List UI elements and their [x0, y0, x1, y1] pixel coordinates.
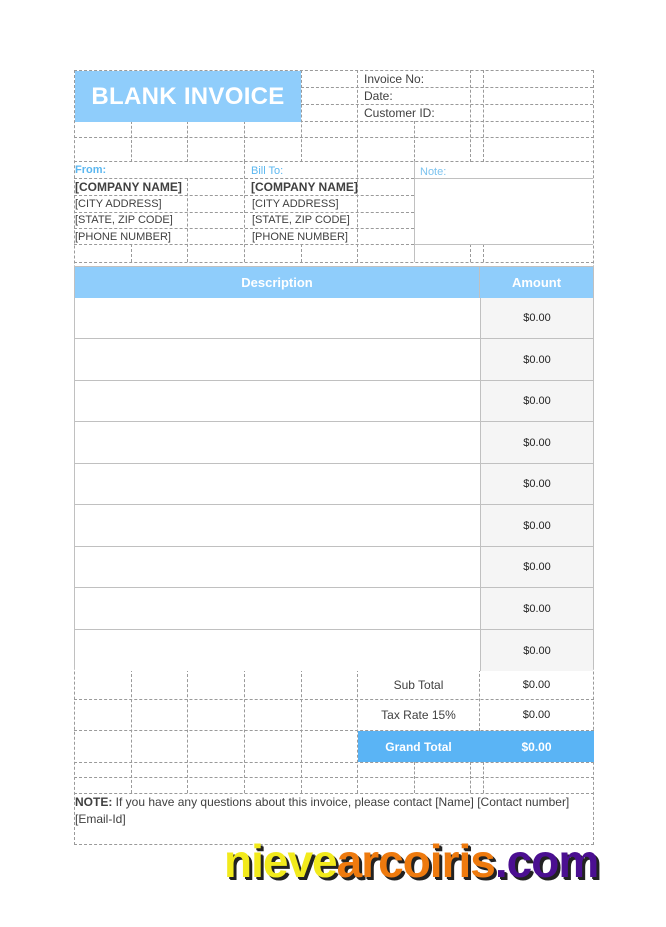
description-cell[interactable] — [75, 339, 480, 380]
description-cell[interactable] — [75, 588, 480, 629]
grid-line — [470, 244, 471, 262]
grid-line — [131, 669, 132, 793]
amount-header: Amount — [480, 267, 593, 298]
grid-line — [187, 121, 188, 162]
bill-to-phone[interactable]: [PHONE NUMBER] — [252, 231, 348, 243]
grid-line — [74, 762, 594, 763]
grid-line — [74, 777, 594, 778]
table-row — [75, 547, 593, 588]
amount-cell[interactable]: $0.00 — [480, 339, 593, 380]
date-label: Date: — [364, 89, 393, 103]
from-label: From: — [75, 164, 107, 176]
amount-cell[interactable]: $0.00 — [480, 381, 593, 421]
description-cell[interactable] — [75, 464, 480, 504]
invoice-no-label: Invoice No: — [364, 72, 425, 86]
table-row — [75, 339, 593, 381]
amount-cell[interactable]: $0.00 — [480, 630, 593, 671]
description-cell[interactable] — [75, 422, 480, 463]
grid-line — [414, 244, 593, 245]
from-city[interactable]: [CITY ADDRESS] — [75, 198, 162, 210]
items-table — [74, 266, 594, 669]
amount-cell[interactable]: $0.00 — [480, 464, 593, 504]
note-label: Note: — [420, 166, 447, 178]
customer-id-label: Customer ID: — [364, 106, 435, 120]
table-row — [75, 298, 593, 339]
watermark-part1: nieve — [224, 835, 337, 887]
grid-line — [483, 244, 484, 262]
description-cell[interactable] — [75, 630, 480, 671]
grid-line — [470, 70, 471, 162]
subtotal-value: $0.00 — [522, 678, 551, 691]
grid-line — [301, 669, 302, 793]
grid-line — [244, 121, 245, 162]
customer-id-field[interactable] — [484, 105, 593, 121]
table-row — [75, 630, 593, 671]
description-header: Description — [75, 267, 480, 298]
footer-note-text: If you have any questions about this invoice, please contact [Name] [Contact number] [Email-Id] — [75, 795, 570, 826]
amount-cell[interactable]: $0.00 — [480, 505, 593, 546]
amount-cell[interactable]: $0.00 — [480, 547, 593, 587]
grid-line — [131, 121, 132, 162]
grid-line — [244, 669, 245, 793]
watermark-part3: .com — [494, 835, 599, 887]
grand-total-label: Grand Total — [358, 731, 479, 762]
invoice-title: BLANK INVOICE — [75, 71, 301, 122]
grid-line — [301, 244, 302, 262]
grid-line — [187, 178, 188, 262]
grid-line — [74, 262, 594, 263]
watermark-logo — [224, 834, 598, 888]
subtotal-label: Sub Total — [393, 677, 444, 692]
grand-total-value: $0.00 — [479, 731, 594, 762]
table-row — [75, 588, 593, 630]
description-cell[interactable] — [75, 547, 480, 587]
note-field[interactable] — [415, 179, 593, 244]
watermark-part2: arcoiris — [336, 835, 495, 887]
grid-line — [244, 161, 245, 262]
date-field[interactable] — [484, 88, 593, 104]
bill-to-city[interactable]: [CITY ADDRESS] — [252, 198, 339, 210]
bill-to-company[interactable]: [COMPANY NAME] — [251, 180, 358, 194]
amount-cell[interactable]: $0.00 — [480, 298, 593, 338]
table-row — [75, 422, 593, 464]
from-company[interactable]: [COMPANY NAME] — [75, 180, 182, 194]
bill-to-state-zip[interactable]: [STATE, ZIP CODE] — [252, 214, 350, 226]
grid-line — [357, 70, 358, 262]
description-cell[interactable] — [75, 505, 480, 546]
amount-cell[interactable]: $0.00 — [480, 588, 593, 629]
from-phone[interactable]: [PHONE NUMBER] — [75, 231, 171, 243]
grid-line — [74, 161, 594, 162]
table-row — [75, 381, 593, 422]
grid-line — [414, 121, 415, 162]
footer-note — [75, 794, 593, 828]
description-cell[interactable] — [75, 381, 480, 421]
grid-line — [131, 244, 132, 262]
bill-to-label: Bill To: — [251, 165, 284, 177]
table-row — [75, 505, 593, 547]
grid-line — [74, 137, 594, 138]
invoice-no-field[interactable] — [484, 71, 593, 87]
from-state-zip[interactable]: [STATE, ZIP CODE] — [75, 214, 173, 226]
tax-label: Tax Rate 15% — [381, 708, 456, 722]
grid-line — [187, 669, 188, 793]
description-cell[interactable] — [75, 298, 480, 338]
amount-cell[interactable]: $0.00 — [480, 422, 593, 463]
table-row — [75, 464, 593, 505]
tax-value: $0.00 — [522, 709, 551, 721]
footer-note-prefix: NOTE: — [75, 795, 113, 809]
grid-line — [301, 70, 302, 162]
